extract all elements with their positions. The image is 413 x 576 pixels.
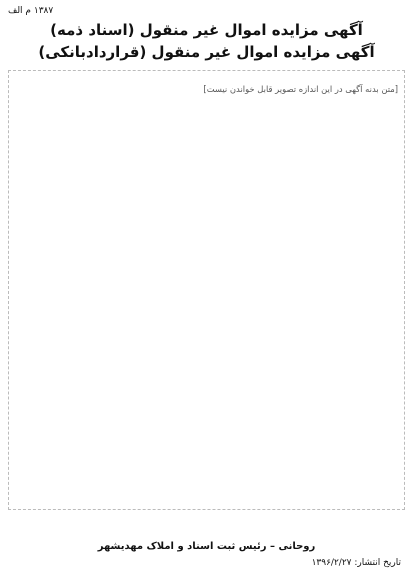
publication-date: تاریخ انتشار: ۱۳۹۶/۲/۲۷ — [311, 558, 401, 568]
signature-line: روحانی – رئیس ثبت اسناد و املاک مهدیشهر — [97, 541, 316, 552]
notice-body — [8, 70, 405, 510]
notice-title-secondary: آگهی مزایده اموال غیر منقول (قراردادبانکی) — [38, 43, 375, 61]
notice-title-primary: آگهی مزایده اموال غیر منقول (اسناد ذمه) — [50, 21, 363, 39]
body-placeholder: [متن بدنه آگهی در این اندازه تصویر قابل خواندن نیست] — [203, 84, 398, 95]
reference-number: ۱۳۸۷ م الف — [8, 6, 54, 16]
